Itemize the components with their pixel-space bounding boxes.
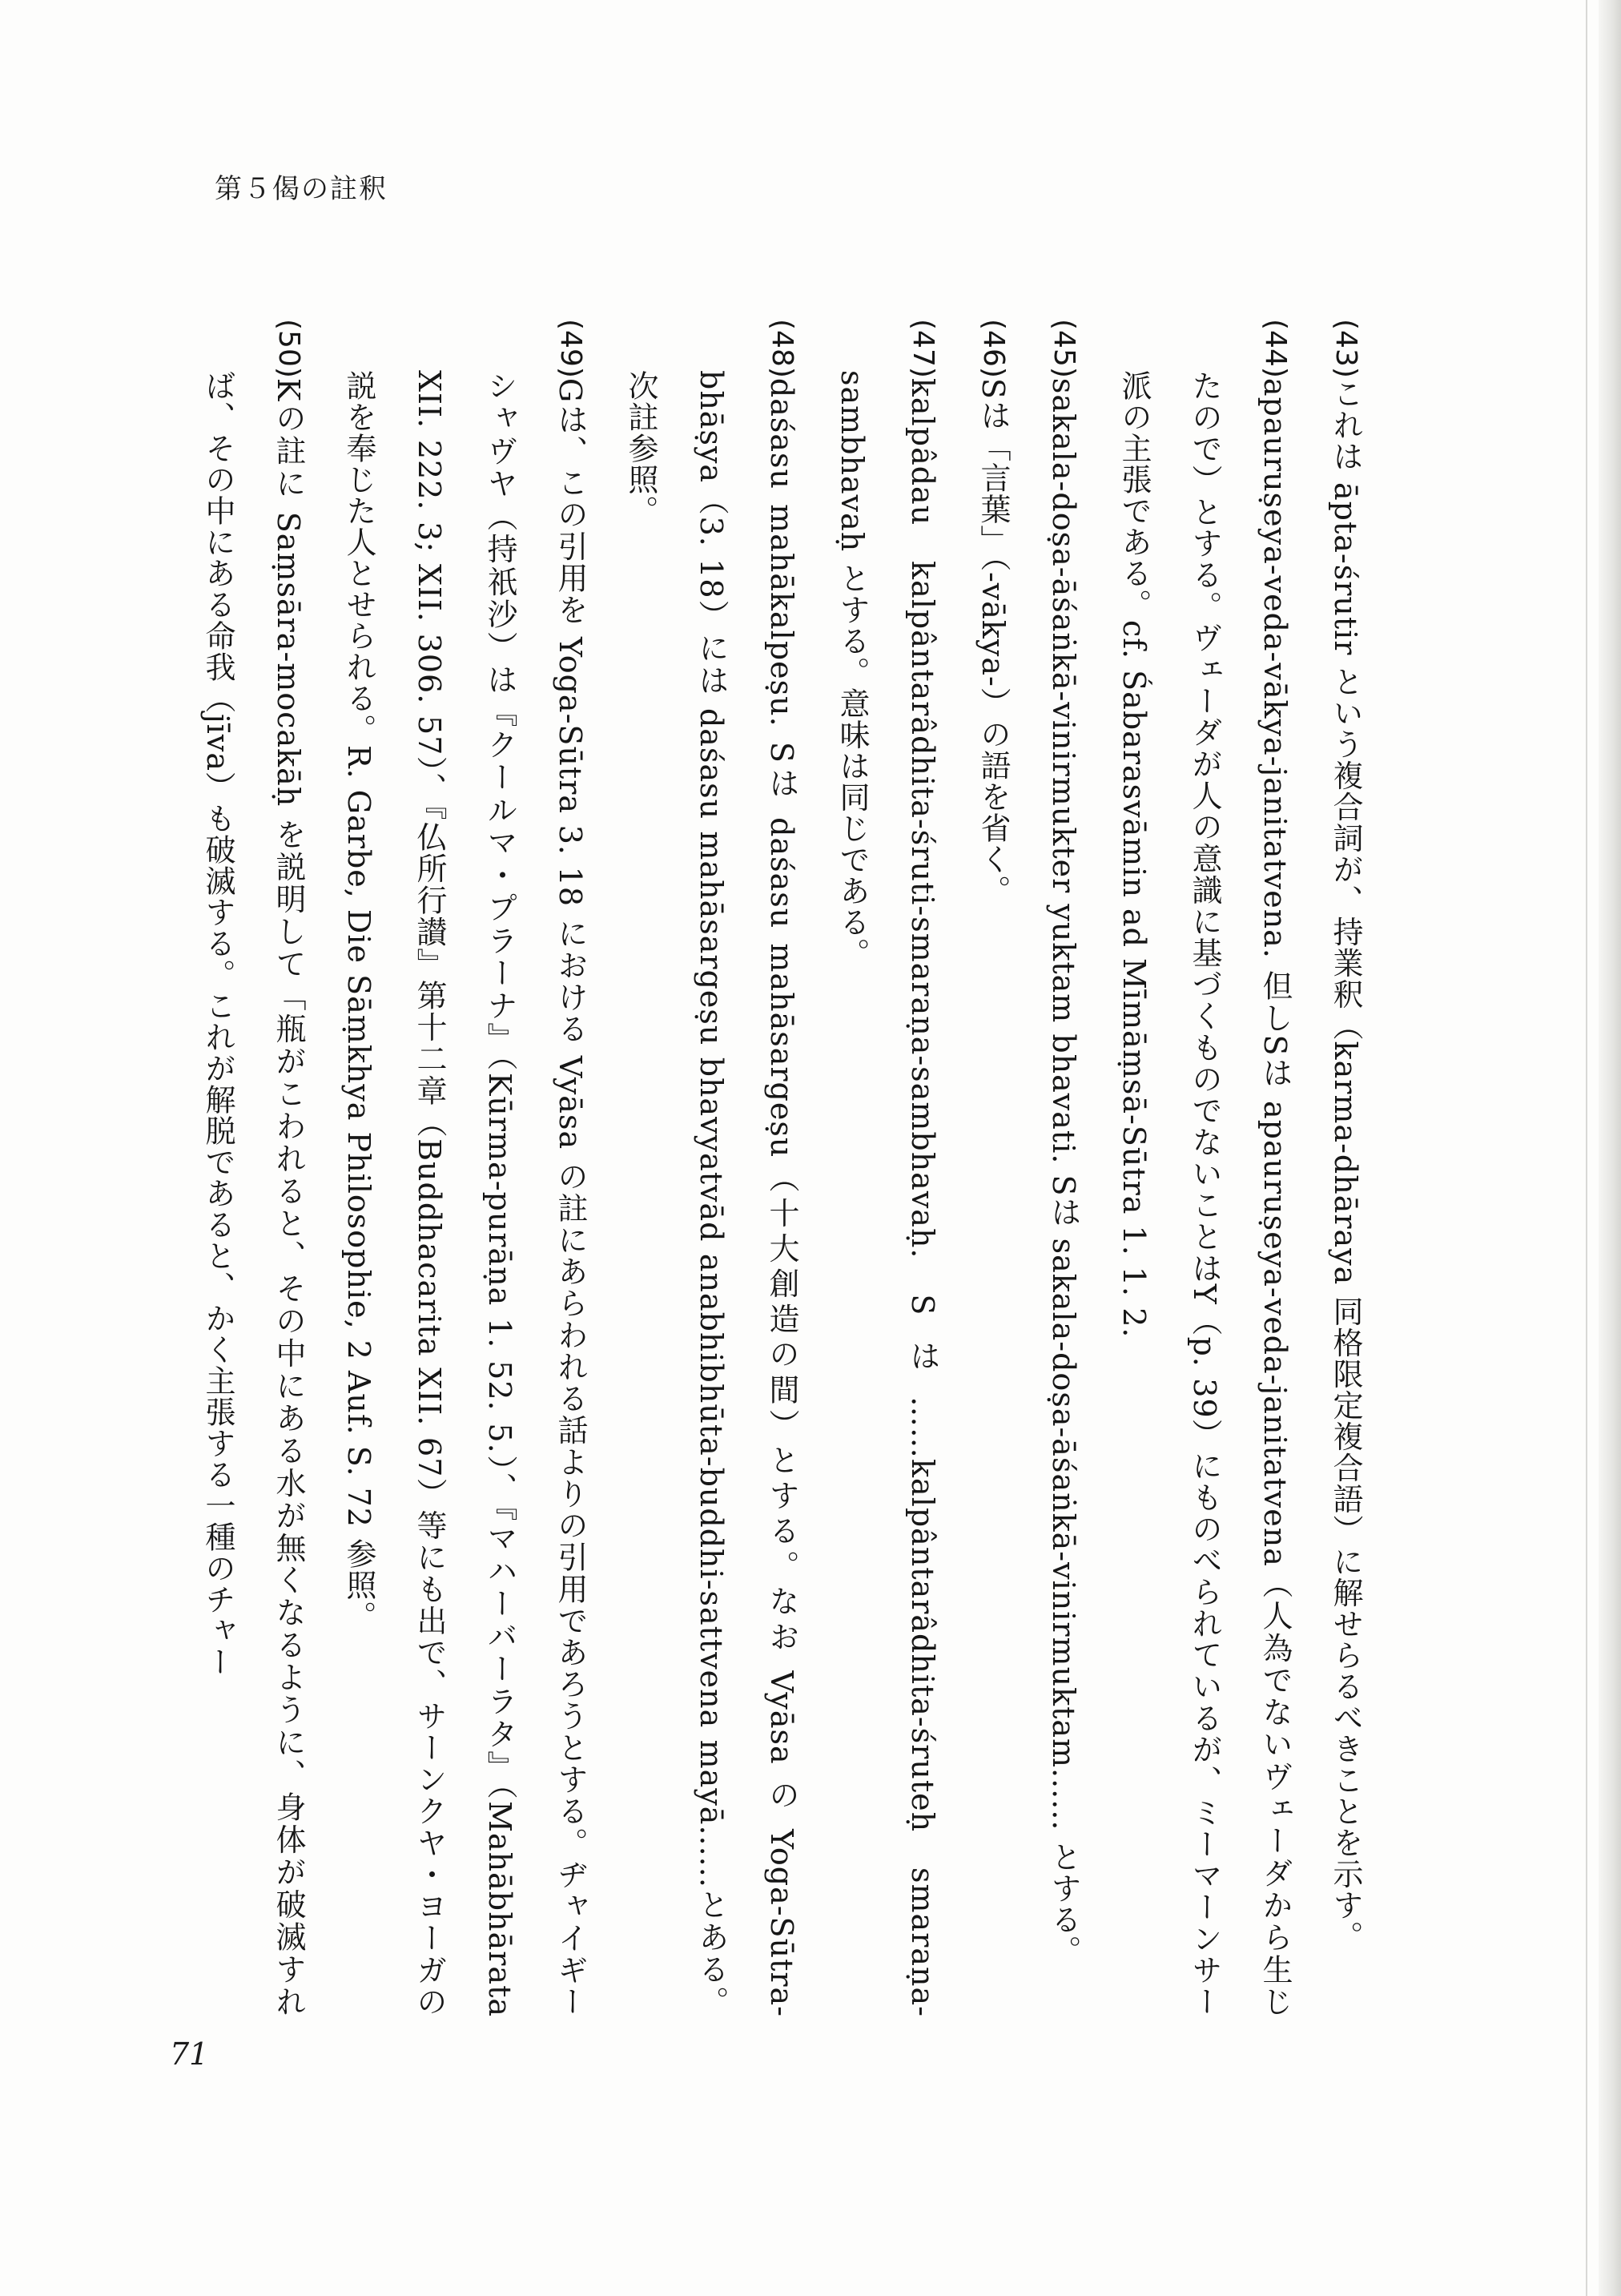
- note-48: [605, 319, 817, 2017]
- note-49: [324, 319, 605, 2017]
- note-marker: (45): [1048, 319, 1080, 378]
- page-edge-shadow: [1599, 0, 1621, 2296]
- note-44: [1099, 319, 1310, 2017]
- note-marker: (47): [907, 319, 939, 378]
- note-text: Gは、この引用を Yoga-Sūtra 3. 18 における Vyāsa の註にあらわれる話よりの引用であろうとする。ヂャイギーシャヴヤ（持祇沙）は『クールマ・プラーナ』（Kūrma-purāṇa 1. 52. 5.）、『マハーバーラタ』（Mahābhārata XII. 222. 3; XII. 306. 57）、『仏所行讃』第十二章（Buddhacarita XII. 67）等にも出で、サーンクヤ・ヨーガの説を奉じた人とせられる。R. Garbe, Die Sāṃkhya Philosophie, 2 Auf. S. 72 参照。: [341, 370, 588, 2017]
- note-text: Kの註に Saṃsāra-mocakāḥ を説明して「瓶がこわれると、その中にある水が無くなるように、身体が破滅すれば、その中にある命我（jīva）も破滅する。これが解脱であると、かく主張する一種のチャー: [200, 370, 306, 2017]
- note-text: apauruṣeya-veda-vākya-janitatvena. 但しSは apauruṣeya-veda-janitatvena（人為でないヴェーダから生じたので）とする。ヴェーダが人の意識に基づくものでないことはY（p. 39）にものべられているが、ミーマーンサー派の主張である。cf. Śabarasvāmin ad Mīmāṃsā-Sūtra 1. 1. 2.: [1116, 370, 1293, 2017]
- page-number: 71: [170, 2036, 209, 2072]
- note-marker: (46): [977, 319, 1010, 378]
- running-head: 第５偈の註釈: [215, 173, 388, 205]
- note-43: [1310, 319, 1381, 2017]
- note-text: sakala-doṣa-āśaṅkā-vinirmukter yuktam bhavati. Sは sakala-doṣa-āśaṅkā-vinirmuktam...... とする。: [1046, 377, 1081, 1967]
- page-edge-line: [1586, 0, 1587, 2296]
- annotation-notes: [183, 319, 1381, 2017]
- note-47: [817, 319, 958, 2017]
- note-marker: (49): [554, 319, 587, 378]
- note-marker: (43): [1329, 319, 1362, 378]
- note-text: Sは「言葉」（-vākya-）の語を省く。: [975, 377, 1011, 906]
- note-marker: (48): [766, 319, 798, 378]
- note-46: [958, 319, 1028, 2017]
- note-marker: (50): [272, 319, 305, 378]
- note-50: [183, 319, 324, 2017]
- note-marker: (44): [1259, 319, 1292, 378]
- note-text: daśasu mahākalpeṣu. Sは daśasu mahāsargeṣu（十大創造の間）とする。なお Vyāsa の Yoga-Sūtra-bhāṣya（3. 18）には daśasu mahāsargeṣu bhavyatvād anabhibhūta-buddhi-sattvena mayā......とある。次註参照。: [623, 370, 799, 2017]
- note-text: kalpâdau kalpântarâdhita-śruti-smaraṇa-sambhavaḥ. Sは……kalpântarâdhita-śruteḥ smaraṇa-sambhavaḥ とする。意味は同じである。: [835, 370, 940, 2017]
- note-text: これは āpta-śrutir という複合詞が、持業釈（karma-dhāraya 同格限定複合語）に解せらるべきことを示す。: [1328, 377, 1363, 1952]
- note-45: [1028, 319, 1099, 2017]
